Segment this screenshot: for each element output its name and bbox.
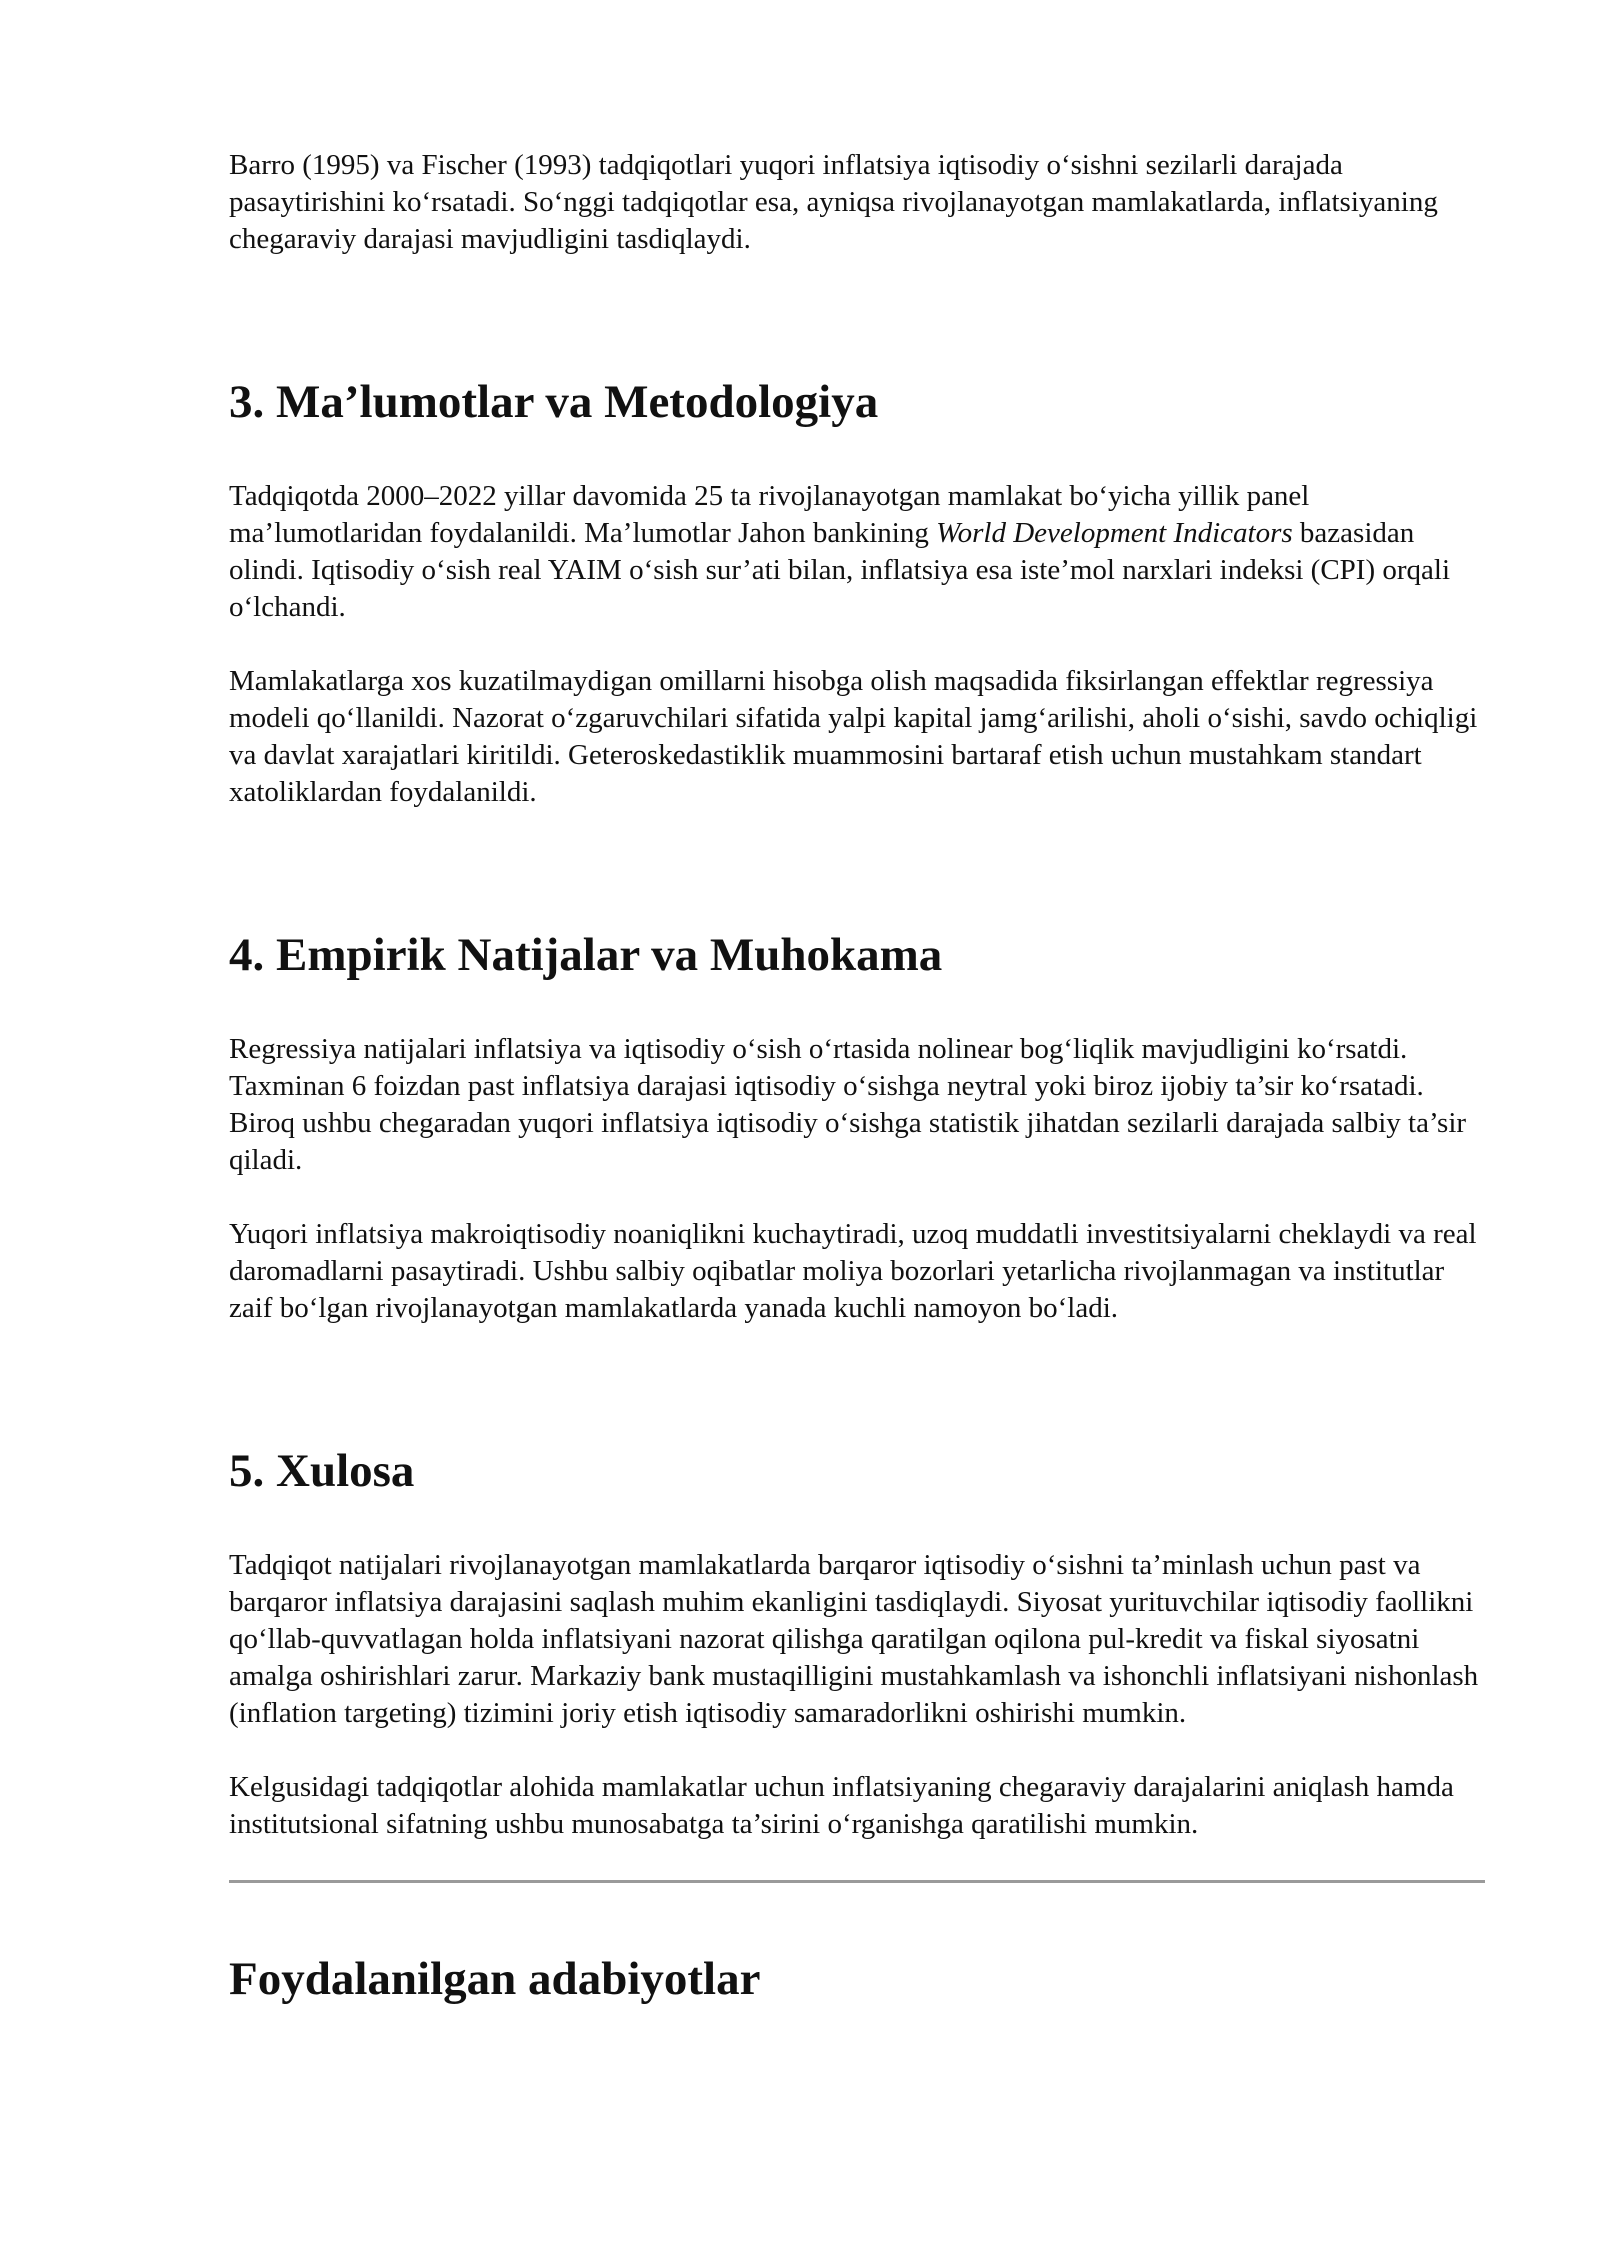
section-3-paragraph-1 <box>229 478 1489 626</box>
section-4-paragraph-2: Yuqori inflatsiya makroiqtisodiy noaniqlikni kuchaytiradi, uzoq muddatli investitsiyalarni cheklaydi va real daromadlarni pasaytiradi. Ushbu salbiy oqibatlar moliya bozorlari yetarlicha rivojlanmagan va institutlar zaif bo‘lgan rivojlanayotgan mamlakatlarda yanada kuchli namoyon bo‘ladi. <box>229 1218 1477 1324</box>
section-3-paragraph-1-part-2: bazasidan olindi. Iqtisodiy o‘sish real YAIM o‘sish sur’ati bilan, inflatsiya esa iste’mol narxlari indeksi (CPI) orqali o‘lchandi. <box>229 517 1451 623</box>
document-page <box>229 147 1489 2007</box>
section-4-heading: 4. Empirik Natijalar va Muhokama <box>229 929 943 981</box>
section-3-heading: 3. Ma’lumotlar va Metodologiya <box>229 376 879 428</box>
section-5-paragraph-1: Tadqiqot natijalari rivojlanayotgan mamlakatlarda barqaror iqtisodiy o‘sishni ta’minlash uchun past va barqaror inflatsiya darajasini saqlash muhim ekanligini tasdiqlaydi. Siyosat yurituvchilar iqtisodiy faollikni qo‘llab-quvvatlagan holda inflatsiyani nazorat qilishga qaratilgan oqilona pul-kredit va fiskal siyosatni amalga oshirishlari zarur. Markaziy bank mustaqilligini mustahkamlash va ishonchli inflatsiyani nishonlash (inflation targeting) tizimini joriy etish iqtisodiy samaradorlikni oshirishi mumkin. <box>229 1549 1479 1729</box>
intro-paragraph: Barro (1995) va Fischer (1993) tadqiqotlari yuqori inflatsiya iqtisodiy o‘sishni sezilarli darajada pasaytirishini ko‘rsatadi. So‘nggi tadqiqotlar esa, ayniqsa rivojlanayotgan mamlakatlarda, inflatsiyaning chegaraviy darajasi mavjudligini tasdiqlaydi. <box>229 149 1438 255</box>
section-4-paragraph-1: Regressiya natijalari inflatsiya va iqtisodiy o‘sish o‘rtasida nolinear bog‘liqlik mavjudligini ko‘rsatdi. Taxminan 6 foizdan past inflatsiya darajasi iqtisodiy o‘sishga neytral yoki biroz ijobiy ta’sir ko‘rsatadi. Biroq ushbu chegaradan yuqori inflatsiya iqtisodiy o‘sishga statistik jihatdan sezilarli darajada salbiy ta’sir qiladi. <box>229 1033 1467 1176</box>
section-3-paragraph-1-part-1: Tadqiqotda 2000–2022 yillar davomida 25 ta rivojlanayotgan mamlakat bo‘yicha yillik panel ma’lumotlaridan foydalanildi. Ma’lumotlar Jahon bankining <box>229 480 1310 549</box>
references-heading: Foydalanilgan adabiyotlar <box>229 1953 761 2005</box>
section-5-heading: 5. Xulosa <box>229 1445 415 1497</box>
section-5-paragraph-2: Kelgusidagi tadqiqotlar alohida mamlakatlar uchun inflatsiyaning chegaraviy darajalarini aniqlash hamda institutsional sifatning ushbu munosabatga ta’sirini o‘rganishga qaratilishi mumkin. <box>229 1771 1454 1840</box>
section-3-paragraph-2: Mamlakatlarga xos kuzatilmaydigan omillarni hisobga olish maqsadida fiksirlangan effektlar regressiya modeli qo‘llanildi. Nazorat o‘zgaruvchilari sifatida yalpi kapital jamg‘arilishi, aholi o‘sishi, savdo ochiqligi va davlat xarajatlari kiritildi. Geteroskedastiklik muammosini bartaraf etish uchun mustahkam standart xatoliklardan foydalanildi. <box>229 665 1478 808</box>
section-3-italic-source: World Development Indicators <box>936 517 1293 549</box>
